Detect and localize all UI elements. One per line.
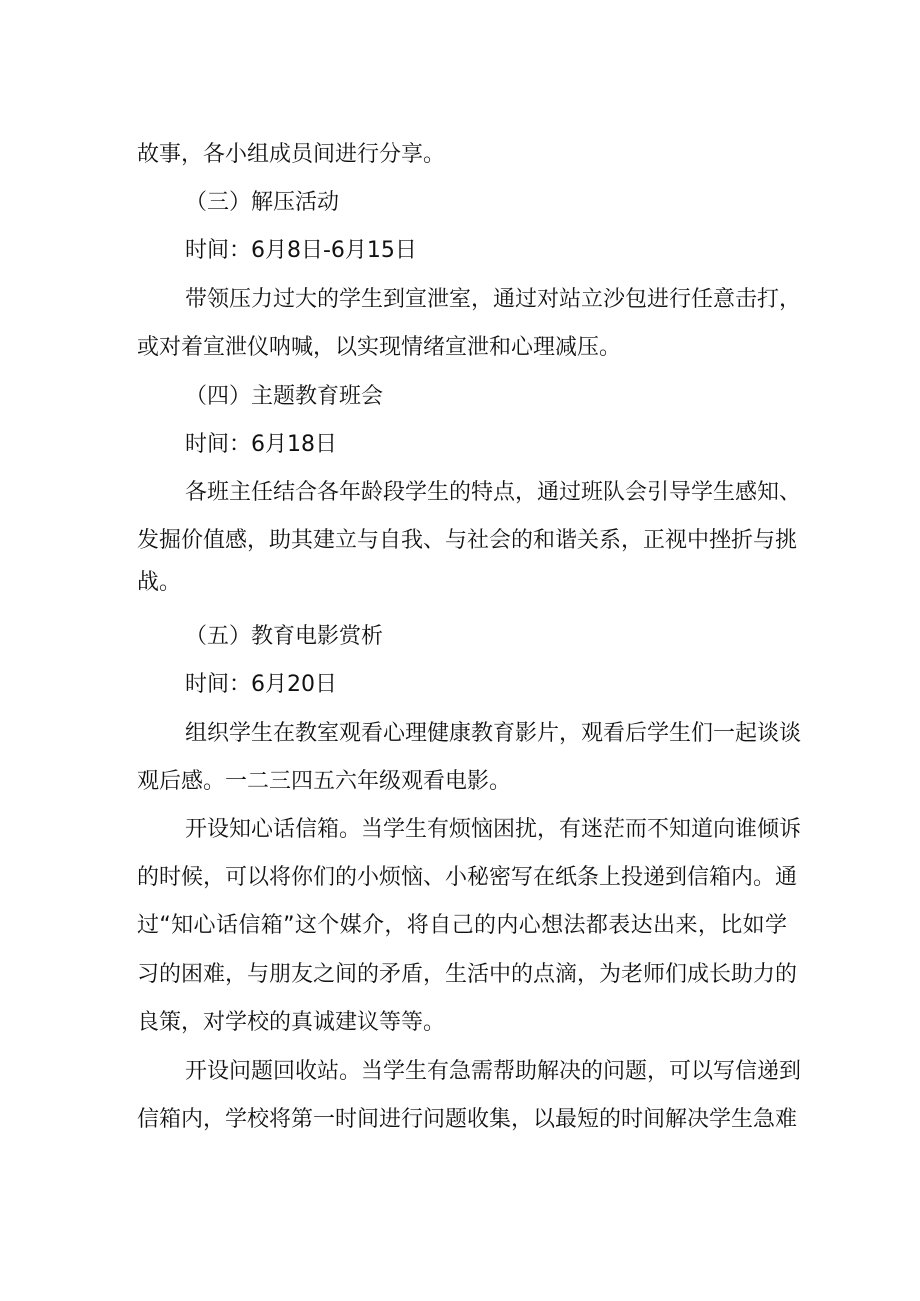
paragraph-line: 观后感。一二三四五六年级观看电影。 <box>137 769 512 794</box>
paragraph-line: 信箱内，学校将第一时间进行问题收集，以最短的时间解决学生急难 <box>137 1107 798 1132</box>
paragraph-line: 的时候，可以将你们的小烦恼、小秘密写在纸条上投递到信箱内。通 <box>137 865 798 890</box>
paragraph-line: 各班主任结合各年龄段学生的特点，通过班队会引导学生感知、 <box>185 480 802 505</box>
time-line: 时间：6月8日-6月15日 <box>185 238 417 263</box>
paragraph-line: 开设知心话信箱。当学生有烦恼困扰，有迷茫而不知道向谁倾诉 <box>185 817 802 842</box>
time-line: 时间：6月18日 <box>185 432 337 457</box>
paragraph-line: 习的困难，与朋友之间的矛盾，生活中的点滴，为老师们成长助力的 <box>137 962 798 987</box>
section-heading: （四）主题教育班会 <box>185 384 384 409</box>
paragraph-line: 带领压力过大的学生到宣泄室，通过对站立沙包进行任意击打， <box>185 287 802 312</box>
paragraph-line: 开设问题回收站。当学生有急需帮助解决的问题，可以写信递到 <box>185 1059 802 1084</box>
paragraph-line: 战。 <box>137 570 182 595</box>
paragraph-line: 良策，对学校的真诚建议等等。 <box>137 1010 446 1035</box>
paragraph-line: 故事，各小组成员间进行分享。 <box>137 142 446 167</box>
section-heading: （三）解压活动 <box>185 190 340 215</box>
paragraph-line: 组织学生在教室观看心理健康教育影片，观看后学生们一起谈谈 <box>185 721 802 746</box>
section-heading: （五）教育电影赏析 <box>185 624 384 649</box>
paragraph-line: 过“知心话信箱”这个媒介，将自己的内心想法都表达出来，比如学 <box>137 913 787 938</box>
paragraph-line: 发掘价值感，助其建立与自我、与社会的和谐关系，正视中挫折与挑 <box>137 528 798 553</box>
paragraph-line: 或对着宣泄仪呐喊，以实现情绪宣泄和心理减压。 <box>137 335 622 360</box>
time-line: 时间：6月20日 <box>185 672 337 697</box>
